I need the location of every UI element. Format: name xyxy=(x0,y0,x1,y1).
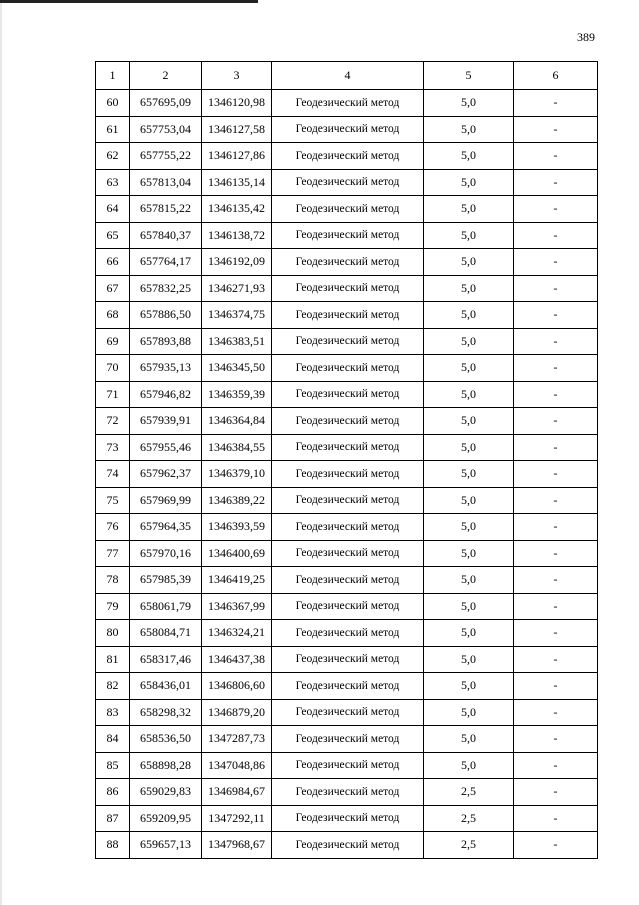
method-cell: Геодезический метод xyxy=(272,169,424,196)
point-number-cell: 72 xyxy=(96,408,130,435)
point-number-cell: 85 xyxy=(96,752,130,779)
accuracy-cell: 5,0 xyxy=(424,275,514,302)
method-cell: Геодезический метод xyxy=(272,752,424,779)
x-coordinate-cell: 659657,13 xyxy=(130,832,202,859)
method-cell: Геодезический метод xyxy=(272,567,424,594)
note-cell: - xyxy=(514,408,598,435)
y-coordinate-cell: 1346384,55 xyxy=(202,434,272,461)
accuracy-cell: 2,5 xyxy=(424,779,514,806)
table-row xyxy=(96,540,598,567)
accuracy-cell: 5,0 xyxy=(424,355,514,382)
accuracy-cell: 5,0 xyxy=(424,408,514,435)
method-cell: Геодезический метод xyxy=(272,143,424,170)
table-row xyxy=(96,90,598,117)
y-coordinate-cell: 1346345,50 xyxy=(202,355,272,382)
note-cell: - xyxy=(514,302,598,329)
table-row xyxy=(96,116,598,143)
point-number-cell: 82 xyxy=(96,673,130,700)
x-coordinate-cell: 657695,09 xyxy=(130,90,202,117)
coordinates-table xyxy=(95,61,598,859)
y-coordinate-cell: 1346389,22 xyxy=(202,487,272,514)
note-cell: - xyxy=(514,434,598,461)
point-number-cell: 77 xyxy=(96,540,130,567)
x-coordinate-cell: 657832,25 xyxy=(130,275,202,302)
page-number: 389 xyxy=(577,30,595,44)
note-cell: - xyxy=(514,355,598,382)
x-coordinate-cell: 658898,28 xyxy=(130,752,202,779)
table-row xyxy=(96,355,598,382)
table-row xyxy=(96,275,598,302)
table-row xyxy=(96,699,598,726)
column-header: 5 xyxy=(424,62,514,90)
method-cell: Геодезический метод xyxy=(272,699,424,726)
method-cell: Геодезический метод xyxy=(272,805,424,832)
method-cell: Геодезический метод xyxy=(272,275,424,302)
y-coordinate-cell: 1346138,72 xyxy=(202,222,272,249)
table-row xyxy=(96,593,598,620)
y-coordinate-cell: 1346120,98 xyxy=(202,90,272,117)
accuracy-cell: 5,0 xyxy=(424,514,514,541)
table-row xyxy=(96,408,598,435)
table-row xyxy=(96,646,598,673)
x-coordinate-cell: 658436,01 xyxy=(130,673,202,700)
note-cell: - xyxy=(514,328,598,355)
x-coordinate-cell: 657939,91 xyxy=(130,408,202,435)
point-number-cell: 88 xyxy=(96,832,130,859)
note-cell: - xyxy=(514,593,598,620)
y-coordinate-cell: 1346984,67 xyxy=(202,779,272,806)
note-cell: - xyxy=(514,726,598,753)
point-number-cell: 68 xyxy=(96,302,130,329)
table-row xyxy=(96,302,598,329)
point-number-cell: 67 xyxy=(96,275,130,302)
y-coordinate-cell: 1346135,42 xyxy=(202,196,272,223)
note-cell: - xyxy=(514,461,598,488)
x-coordinate-cell: 657753,04 xyxy=(130,116,202,143)
y-coordinate-cell: 1346419,25 xyxy=(202,567,272,594)
accuracy-cell: 5,0 xyxy=(424,726,514,753)
method-cell: Геодезический метод xyxy=(272,328,424,355)
x-coordinate-cell: 657935,13 xyxy=(130,355,202,382)
method-cell: Геодезический метод xyxy=(272,302,424,329)
method-cell: Геодезический метод xyxy=(272,646,424,673)
x-coordinate-cell: 657962,37 xyxy=(130,461,202,488)
x-coordinate-cell: 657815,22 xyxy=(130,196,202,223)
point-number-cell: 69 xyxy=(96,328,130,355)
y-coordinate-cell: 1346192,09 xyxy=(202,249,272,276)
note-cell: - xyxy=(514,90,598,117)
point-number-cell: 78 xyxy=(96,567,130,594)
accuracy-cell: 5,0 xyxy=(424,487,514,514)
y-coordinate-cell: 1347292,11 xyxy=(202,805,272,832)
accuracy-cell: 2,5 xyxy=(424,805,514,832)
note-cell: - xyxy=(514,567,598,594)
y-coordinate-cell: 1346393,59 xyxy=(202,514,272,541)
point-number-cell: 73 xyxy=(96,434,130,461)
accuracy-cell: 5,0 xyxy=(424,461,514,488)
method-cell: Геодезический метод xyxy=(272,434,424,461)
table-row xyxy=(96,169,598,196)
column-header: 1 xyxy=(96,62,130,90)
note-cell: - xyxy=(514,832,598,859)
x-coordinate-cell: 657946,82 xyxy=(130,381,202,408)
point-number-cell: 71 xyxy=(96,381,130,408)
x-coordinate-cell: 657955,46 xyxy=(130,434,202,461)
method-cell: Геодезический метод xyxy=(272,381,424,408)
y-coordinate-cell: 1346135,14 xyxy=(202,169,272,196)
note-cell: - xyxy=(514,116,598,143)
note-cell: - xyxy=(514,699,598,726)
y-coordinate-cell: 1347968,67 xyxy=(202,832,272,859)
note-cell: - xyxy=(514,540,598,567)
y-coordinate-cell: 1346806,60 xyxy=(202,673,272,700)
y-coordinate-cell: 1346367,99 xyxy=(202,593,272,620)
x-coordinate-cell: 657964,35 xyxy=(130,514,202,541)
method-cell: Геодезический метод xyxy=(272,514,424,541)
accuracy-cell: 5,0 xyxy=(424,302,514,329)
accuracy-cell: 5,0 xyxy=(424,593,514,620)
point-number-cell: 61 xyxy=(96,116,130,143)
accuracy-cell: 5,0 xyxy=(424,620,514,647)
table-row xyxy=(96,434,598,461)
table-row xyxy=(96,461,598,488)
method-cell: Геодезический метод xyxy=(272,461,424,488)
accuracy-cell: 5,0 xyxy=(424,328,514,355)
table-row xyxy=(96,196,598,223)
x-coordinate-cell: 658298,32 xyxy=(130,699,202,726)
table-body xyxy=(96,62,598,859)
x-coordinate-cell: 658061,79 xyxy=(130,593,202,620)
point-number-cell: 79 xyxy=(96,593,130,620)
note-cell: - xyxy=(514,805,598,832)
y-coordinate-cell: 1346383,51 xyxy=(202,328,272,355)
method-cell: Геодезический метод xyxy=(272,222,424,249)
y-coordinate-cell: 1347048,86 xyxy=(202,752,272,779)
note-cell: - xyxy=(514,487,598,514)
note-cell: - xyxy=(514,143,598,170)
y-coordinate-cell: 1346879,20 xyxy=(202,699,272,726)
x-coordinate-cell: 658317,46 xyxy=(130,646,202,673)
note-cell: - xyxy=(514,222,598,249)
point-number-cell: 70 xyxy=(96,355,130,382)
accuracy-cell: 5,0 xyxy=(424,116,514,143)
method-cell: Геодезический метод xyxy=(272,487,424,514)
note-cell: - xyxy=(514,275,598,302)
note-cell: - xyxy=(514,620,598,647)
accuracy-cell: 5,0 xyxy=(424,434,514,461)
accuracy-cell: 5,0 xyxy=(424,169,514,196)
table-row xyxy=(96,143,598,170)
y-coordinate-cell: 1347287,73 xyxy=(202,726,272,753)
x-coordinate-cell: 657893,88 xyxy=(130,328,202,355)
accuracy-cell: 5,0 xyxy=(424,90,514,117)
method-cell: Геодезический метод xyxy=(272,90,424,117)
note-cell: - xyxy=(514,196,598,223)
method-cell: Геодезический метод xyxy=(272,832,424,859)
y-coordinate-cell: 1346437,38 xyxy=(202,646,272,673)
table-row xyxy=(96,567,598,594)
table-row xyxy=(96,620,598,647)
table-row xyxy=(96,673,598,700)
column-header: 4 xyxy=(272,62,424,90)
y-coordinate-cell: 1346127,86 xyxy=(202,143,272,170)
x-coordinate-cell: 657840,37 xyxy=(130,222,202,249)
table-row xyxy=(96,328,598,355)
y-coordinate-cell: 1346364,84 xyxy=(202,408,272,435)
point-number-cell: 62 xyxy=(96,143,130,170)
point-number-cell: 65 xyxy=(96,222,130,249)
accuracy-cell: 5,0 xyxy=(424,752,514,779)
accuracy-cell: 5,0 xyxy=(424,646,514,673)
table-row xyxy=(96,249,598,276)
point-number-cell: 64 xyxy=(96,196,130,223)
note-cell: - xyxy=(514,752,598,779)
table-row xyxy=(96,726,598,753)
accuracy-cell: 5,0 xyxy=(424,143,514,170)
x-coordinate-cell: 657985,39 xyxy=(130,567,202,594)
accuracy-cell: 5,0 xyxy=(424,699,514,726)
method-cell: Геодезический метод xyxy=(272,779,424,806)
table-row xyxy=(96,381,598,408)
note-cell: - xyxy=(514,514,598,541)
accuracy-cell: 2,5 xyxy=(424,832,514,859)
method-cell: Геодезический метод xyxy=(272,116,424,143)
point-number-cell: 75 xyxy=(96,487,130,514)
table-row xyxy=(96,832,598,859)
table-row xyxy=(96,514,598,541)
table-row xyxy=(96,752,598,779)
x-coordinate-cell: 658084,71 xyxy=(130,620,202,647)
accuracy-cell: 5,0 xyxy=(424,249,514,276)
x-coordinate-cell: 657813,04 xyxy=(130,169,202,196)
note-cell: - xyxy=(514,646,598,673)
accuracy-cell: 5,0 xyxy=(424,540,514,567)
accuracy-cell: 5,0 xyxy=(424,567,514,594)
point-number-cell: 76 xyxy=(96,514,130,541)
x-coordinate-cell: 657764,17 xyxy=(130,249,202,276)
method-cell: Геодезический метод xyxy=(272,249,424,276)
table-row xyxy=(96,779,598,806)
x-coordinate-cell: 657969,99 xyxy=(130,487,202,514)
point-number-cell: 83 xyxy=(96,699,130,726)
method-cell: Геодезический метод xyxy=(272,726,424,753)
point-number-cell: 80 xyxy=(96,620,130,647)
accuracy-cell: 5,0 xyxy=(424,673,514,700)
x-coordinate-cell: 657886,50 xyxy=(130,302,202,329)
method-cell: Геодезический метод xyxy=(272,408,424,435)
x-coordinate-cell: 658536,50 xyxy=(130,726,202,753)
point-number-cell: 60 xyxy=(96,90,130,117)
y-coordinate-cell: 1346127,58 xyxy=(202,116,272,143)
method-cell: Геодезический метод xyxy=(272,593,424,620)
point-number-cell: 74 xyxy=(96,461,130,488)
y-coordinate-cell: 1346271,93 xyxy=(202,275,272,302)
x-coordinate-cell: 659029,83 xyxy=(130,779,202,806)
table-row xyxy=(96,222,598,249)
x-coordinate-cell: 659209,95 xyxy=(130,805,202,832)
method-cell: Геодезический метод xyxy=(272,355,424,382)
column-header: 3 xyxy=(202,62,272,90)
method-cell: Геодезический метод xyxy=(272,196,424,223)
point-number-cell: 86 xyxy=(96,779,130,806)
y-coordinate-cell: 1346374,75 xyxy=(202,302,272,329)
column-header: 6 xyxy=(514,62,598,90)
x-coordinate-cell: 657970,16 xyxy=(130,540,202,567)
table-row xyxy=(96,805,598,832)
y-coordinate-cell: 1346324,21 xyxy=(202,620,272,647)
scan-edge xyxy=(0,0,2,905)
table-row xyxy=(96,487,598,514)
note-cell: - xyxy=(514,381,598,408)
point-number-cell: 84 xyxy=(96,726,130,753)
note-cell: - xyxy=(514,249,598,276)
scan-artifact-line xyxy=(0,0,258,3)
point-number-cell: 63 xyxy=(96,169,130,196)
y-coordinate-cell: 1346400,69 xyxy=(202,540,272,567)
accuracy-cell: 5,0 xyxy=(424,222,514,249)
point-number-cell: 87 xyxy=(96,805,130,832)
y-coordinate-cell: 1346379,10 xyxy=(202,461,272,488)
point-number-cell: 66 xyxy=(96,249,130,276)
method-cell: Геодезический метод xyxy=(272,620,424,647)
method-cell: Геодезический метод xyxy=(272,673,424,700)
point-number-cell: 81 xyxy=(96,646,130,673)
note-cell: - xyxy=(514,169,598,196)
note-cell: - xyxy=(514,779,598,806)
note-cell: - xyxy=(514,673,598,700)
method-cell: Геодезический метод xyxy=(272,540,424,567)
accuracy-cell: 5,0 xyxy=(424,381,514,408)
table-header-row xyxy=(96,62,598,90)
y-coordinate-cell: 1346359,39 xyxy=(202,381,272,408)
column-header: 2 xyxy=(130,62,202,90)
x-coordinate-cell: 657755,22 xyxy=(130,143,202,170)
accuracy-cell: 5,0 xyxy=(424,196,514,223)
